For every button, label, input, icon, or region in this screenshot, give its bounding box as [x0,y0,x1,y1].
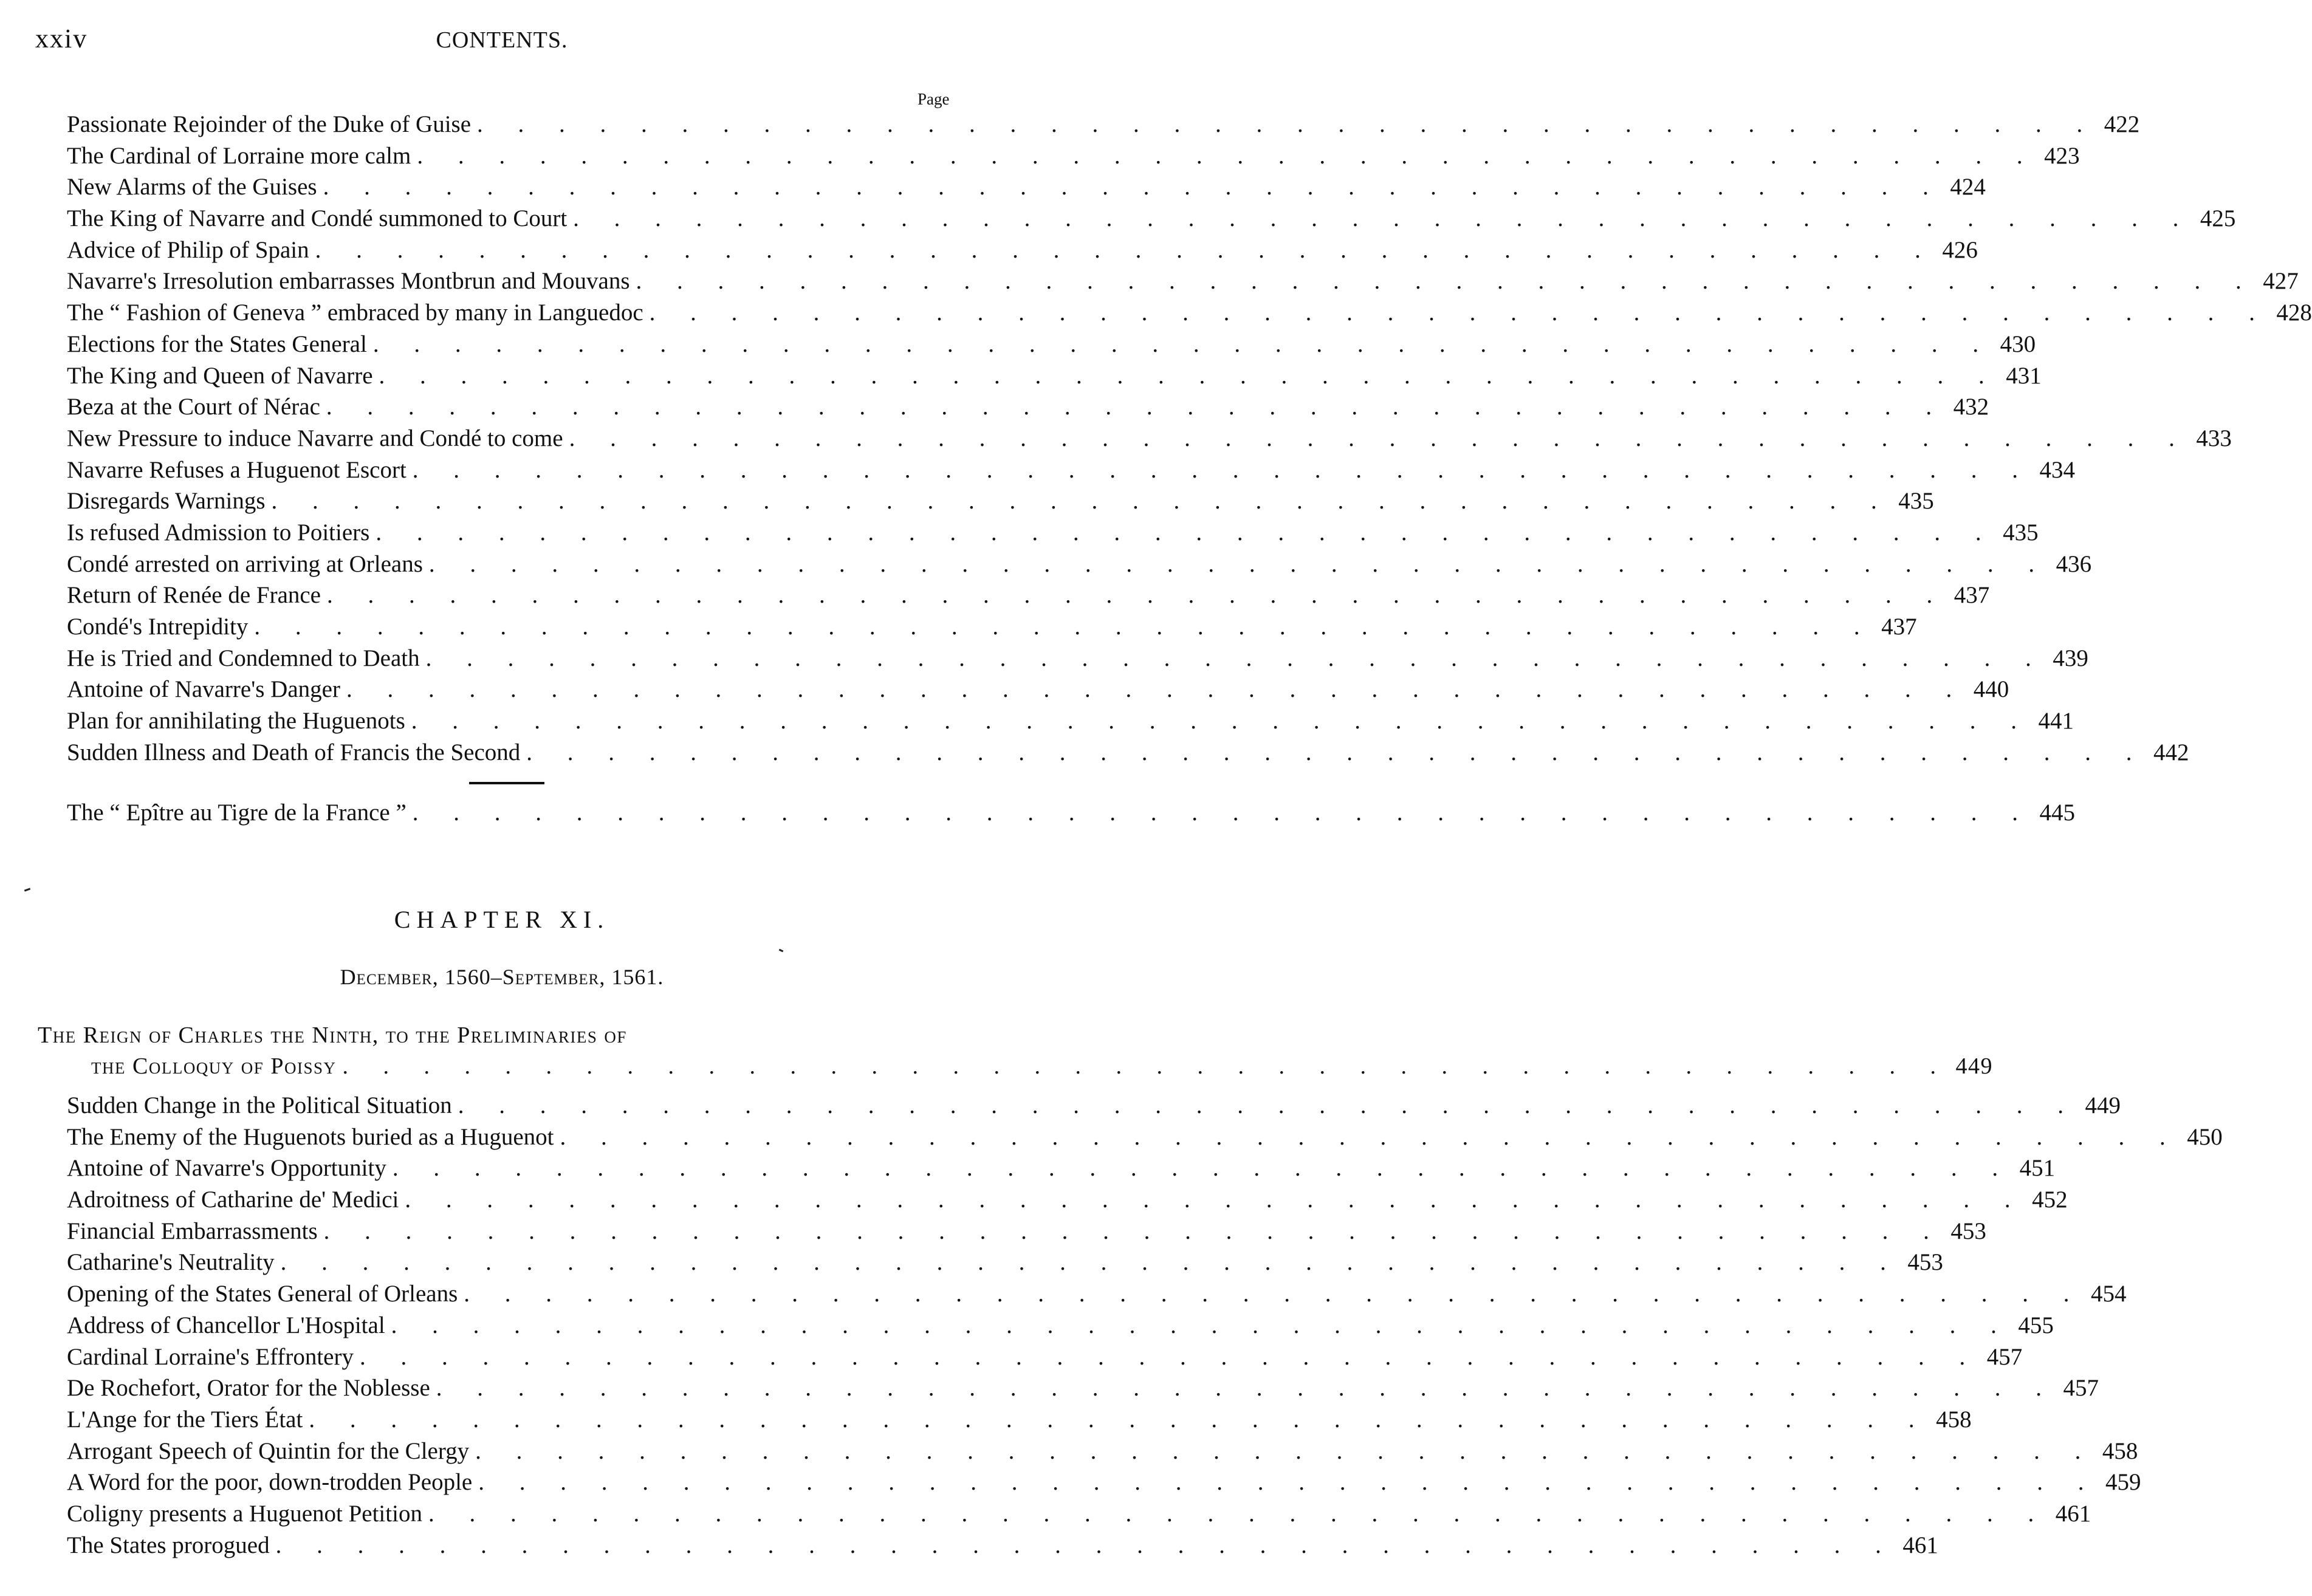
toc-entry-page: 457 [1986,1343,2023,1370]
toc-entry-page: 434 [2039,456,2076,483]
toc-entry [67,331,2036,362]
dot-leader: . . . . . . . . . . . . . . . . . . . . . . . . . . . . . . . . . . . . . . . . [636,268,2256,295]
toc-entry [67,362,2042,394]
toc-entry [67,299,2312,331]
dot-leader: . . . . . . . . . . . . . . . . . . . . . . . . . . . . . . . . . . . . . . . . [649,300,2269,326]
toc-entry-text: New Alarms of the Guises [67,174,317,200]
toc-entry-page: 437 [1954,582,1990,609]
toc-entry [67,425,2232,456]
dot-leader: . . . . . . . . . . . . . . . . . . . . . . . . . . . . . . . . . . . . . . . . [275,1532,1896,1558]
dot-leader: . . . . . . . . . . . . . . . . . . . . . . . . . . . . . . . . . . . . . . . . [346,676,1967,703]
toc-entry-page: 432 [1953,394,1989,420]
toc-entry [67,456,2076,488]
dot-leader: . . . . . . . . . . . . . . . . . . . . . . . . . . . . . . . . . . . . . . . . [560,1123,2180,1150]
toc-entry-text: Elections for the States General [67,331,367,357]
toc-entry-text: De Rochefort, Orator for the Noblesse [67,1375,430,1402]
toc-entry-page: 441 [2038,708,2074,735]
section-divider-rule [469,782,544,784]
toc-entry-page: 453 [1907,1249,1943,1276]
toc-entry-page: 458 [1936,1406,1972,1433]
section-title-text: the Colloquy of Poissy [91,1053,337,1079]
dot-leader: . . . . . . . . . . . . . . . . . . . . . . . . . . . . . . . . . . . . . . . . [326,394,1947,420]
toc-entry-page: 430 [2000,331,2036,357]
toc-entry-page: 424 [1950,174,1986,200]
toc-entry-text: Condé's Intrepidity [67,614,249,640]
dot-leader: . . . . . . . . . . . . . . . . . . . . . . . . . . . . . . . . . . . . . . . . [379,362,1999,389]
dot-leader: . . . . . . . . . . . . . . . . . . . . . . . . . . . . . . . . . . . . . . . . [412,456,2033,483]
dot-leader: . . . . . . . . . . . . . . . . . . . . . . . . . . . . . . . . . . . . . . . . [475,1437,2096,1464]
page-column-label: Page [918,90,950,108]
toc-entry-page: 450 [2187,1123,2223,1150]
dot-leader: . . . . . . . . . . . . . . . . . . . . . . . . . . . . . . . . . . . . . . . . [425,645,2046,671]
toc-entry-text: Return of Renée de France [67,582,321,609]
toc-entry-page: 431 [2006,362,2042,389]
toc-entry [67,1532,1938,1563]
toc-entry-page: 459 [2105,1469,2141,1496]
toc-entry-page: 425 [2200,205,2236,232]
toc-entry-page: 422 [2104,111,2140,137]
chapter-dates: December, 1560–September, 1561. [340,965,664,989]
toc-entry-text: Antoine of Navarre's Danger [67,676,340,703]
toc-entry-text: Navarre's Irresolution embarrasses Montbrun and Mouvans [67,268,630,295]
toc-list-appendix [67,799,2076,831]
toc-entry-text: The “ Fashion of Geneva ” embraced by many in Languedoc [67,300,643,326]
toc-entry-page: 458 [2102,1437,2138,1464]
dot-leader: . . . . . . . . . . . . . . . . . . . . . . . . . . . . . . . . . . . . . . . . [271,488,1892,515]
toc-entry-page: 426 [1942,236,1978,263]
dot-leader: . . . . . . . . . . . . . . . . . . . . . . . . . . . . . . . . . . . . . . . . [280,1249,1901,1276]
toc-entry-text: The States prorogued [67,1532,270,1558]
toc-entry [67,1154,2056,1186]
dot-leader: . . . . . . . . . . . . . . . . . . . . . . . . . . . . . . . . . . . . . . . . [405,1187,2025,1213]
toc-entry-page: 445 [2039,800,2076,826]
toc-entry-page: 435 [1898,488,1934,515]
toc-entry-page: 461 [1902,1532,1938,1558]
section-page: 449 [1955,1053,1993,1079]
toc-entry-page: 435 [2003,519,2039,546]
dot-leader: . . . . . . . . . . . . . . . . . . . . . . . . . . . . . . . . . . . . . . . . [573,205,2194,232]
toc-entry-page: 457 [2063,1375,2099,1402]
dot-leader: . . . . . . . . . . . . . . . . . . . . . . . . . . . . . . . . . . . . . . . . [436,1375,2057,1402]
toc-entry [67,205,2236,236]
dot-leader: . . . . . . . . . . . . . . . . . . . . . . . . . . . . . . . . . . . . . . . . [376,519,1996,546]
toc-entry [67,550,2092,582]
toc-entry-page: 453 [1950,1218,1986,1244]
toc-entry-text: The “ Epître au Tigre de la France ” [67,800,406,826]
toc-entry-page: 439 [2053,645,2088,671]
toc-list-chapter-x [67,111,2312,770]
toc-entry [67,581,1990,613]
toc-entry [67,1123,2223,1155]
toc-entry-text: Financial Embarrassments [67,1218,318,1244]
page-title: CONTENTS. [436,27,568,53]
toc-entry-text: Is refused Admission to Poitiers [67,519,370,546]
toc-entry-page: 454 [2091,1281,2127,1307]
dot-leader: . . . . . . . . . . . . . . . . . . . . . . . . . . . . . . . . . . . . . . . . [428,1500,2049,1527]
toc-entry-text: Opening of the States General of Orleans [67,1281,458,1307]
toc-entry-text: Sudden Change in the Political Situation [67,1092,452,1118]
page-numeral: xxiv [35,24,88,53]
dot-leader: . . . . . . . . . . . . . . . . . . . . . . . . . . . . . . . . . . . . . . . . [464,1281,2084,1307]
toc-entry [67,1312,2054,1343]
toc-entry-text: The Cardinal of Lorraine more calm [67,142,411,169]
toc-entry-page: 461 [2055,1500,2091,1527]
toc-entry-text: A Word for the poor, down-trodden People [67,1469,473,1496]
toc-entry [67,1280,2127,1312]
dot-leader: . . . . . . . . . . . . . . . . . . . . . . . . . . . . . . . . . . . . . . . . [477,111,2098,137]
toc-entry [67,1374,2099,1406]
toc-entry [67,645,2088,676]
dot-leader: . . . . . . . . . . . . . . . . . . . . . . . . . . . . . . . . . . . . . . . . [323,174,1943,200]
toc-entry [67,487,1934,519]
dot-leader: . . . . . . . . . . . . . . . . . . . . . . . . . . . . . . . . . . . . . . . . [391,1312,2011,1338]
toc-entry-text: Sudden Illness and Death of Francis the Second [67,739,521,765]
toc-entry [67,393,1989,425]
dot-leader: . . . . . . . . . . . . . . . . . . . . . . . . . . . . . . . . . . . . . . . . [417,142,2037,169]
dot-leader: . . . . . . . . . . . . . . . . . . . . . . . . . . . . . . . . . . . . . . . . [392,1155,2013,1182]
toc-entry-epitre [67,799,2076,831]
toc-entry [67,519,2039,550]
toc-entry-page: 455 [2018,1312,2054,1338]
toc-entry [67,142,2080,174]
toc-entry-page: 440 [1973,676,2009,703]
toc-entry-text: The King and Queen of Navarre [67,362,373,389]
toc-entry-page: 427 [2263,268,2299,295]
toc-entry [67,739,2189,770]
toc-entry-page: 436 [2056,550,2092,577]
dot-leader: . . . . . . . . . . . . . . . . . . . . . . . . . . . . . . . . . . . . . . . . [458,1092,2078,1118]
toc-entry-text: Beza at the Court of Nérac [67,394,320,420]
toc-entry-page: 437 [1881,614,1917,640]
dot-leader: . . . . . . . . . . . . . . . . . . . . . . . . . . . . . . . . . . . . . . . . [372,331,1994,357]
toc-entry-text: Cardinal Lorraine's Effrontery [67,1343,354,1370]
toc-entry [67,267,2299,299]
toc-entry-page: 433 [2196,425,2232,451]
print-speck [24,888,30,891]
toc-entry-text: New Pressure to induce Navarre and Condé to come [67,425,563,451]
toc-entry-text: Address of Chancellor L'Hospital [67,1312,385,1338]
toc-entry-text: Passionate Rejoinder of the Duke of Guise [67,111,472,137]
toc-entry-text: The Enemy of the Huguenots buried as a Huguenot [67,1123,554,1150]
toc-entry-page: 452 [2032,1187,2068,1213]
toc-entry-text: Navarre Refuses a Huguenot Escort [67,456,406,483]
toc-entry [67,676,2009,707]
section-title-line2 [91,1053,1993,1080]
toc-entry [67,1248,1943,1280]
toc-entry [67,1437,2138,1469]
dot-leader: . . . . . . . . . . . . . . . . . . . . . . . . . . . . . . . . . . . . . . . . [428,550,2050,577]
toc-entry-page: 423 [2044,142,2080,169]
toc-entry-page: 428 [2276,300,2312,326]
toc-entry-text: Plan for annihilating the Huguenots [67,708,405,735]
toc-entry [67,1500,2091,1532]
dot-leader: . . . . . . . . . . . . . . . . . . . . . . . . . . . . . . . . . . . . . . . . [254,614,1875,640]
toc-entry [67,613,1917,645]
toc-entry [67,173,1986,205]
toc-entry-text: He is Tried and Condemned to Death [67,645,420,671]
toc-entry-page: 451 [2019,1155,2056,1182]
dot-leader: . . . . . . . . . . . . . . . . . . . . . . . . . . . . . . . . . . . . . . . . [569,425,2189,451]
toc-entry-text: Adroitness of Catharine de' Medici [67,1187,399,1213]
toc-entry [67,1343,2023,1375]
dot-leader: . . . . . . . . . . . . . . . . . . . . . . . . . . . . . . . . . . . . . . . . [359,1343,1980,1370]
print-speck [779,949,784,953]
toc-entry-text: Catharine's Neutrality [67,1249,275,1276]
toc-list-chapter-xi [67,1092,2223,1563]
dot-leader: . . . . . . . . . . . . . . . . . . . . . . . . . . . . . . . . . . . . . . . . [526,739,2147,765]
toc-entry [67,1186,2068,1218]
toc-entry [67,707,2074,739]
toc-entry-text: Arrogant Speech of Quintin for the Clergy [67,1437,470,1464]
toc-entry-text: Condé arrested on arriving at Orleans [67,550,423,577]
dot-leader: . . . . . . . . . . . . . . . . . . . . . . . . . . . . . . . . . . . . . . . . [342,1053,1950,1079]
toc-entry [67,111,2140,142]
toc-entry [67,1218,1986,1249]
chapter-heading: CHAPTER XI. [394,906,610,933]
toc-entry-text: Coligny presents a Huguenot Petition [67,1500,422,1527]
toc-entry [67,1468,2141,1500]
dot-leader: . . . . . . . . . . . . . . . . . . . . . . . . . . . . . . . . . . . . . . . . [478,1469,2099,1496]
toc-entry-page: 442 [2153,739,2189,765]
toc-entry-text: Antoine of Navarre's Opportunity [67,1155,386,1182]
dot-leader: . . . . . . . . . . . . . . . . . . . . . . . . . . . . . . . . . . . . . . . . [315,236,1935,263]
dot-leader: . . . . . . . . . . . . . . . . . . . . . . . . . . . . . . . . . . . . . . . . [327,582,1947,609]
dot-leader: . . . . . . . . . . . . . . . . . . . . . . . . . . . . . . . . . . . . . . . . [309,1406,1929,1433]
toc-entry [67,1406,1972,1437]
section-title-line1: The Reign of Charles the Ninth, to the Preliminaries of [38,1022,627,1048]
toc-entry-text: Advice of Philip of Spain [67,236,309,263]
toc-entry [67,236,1978,268]
dot-leader: . . . . . . . . . . . . . . . . . . . . . . . . . . . . . . . . . . . . . . . . [411,708,2031,735]
toc-entry [67,1092,2121,1123]
toc-entry-text: The King of Navarre and Condé summoned to Court [67,205,568,232]
toc-entry-text: Disregards Warnings [67,488,266,515]
dot-leader: . . . . . . . . . . . . . . . . . . . . . . . . . . . . . . . . . . . . . . . . [412,800,2033,826]
toc-entry-text: L'Ange for the Tiers État [67,1406,303,1433]
toc-entry-page: 449 [2085,1092,2121,1118]
dot-leader: . . . . . . . . . . . . . . . . . . . . . . . . . . . . . . . . . . . . . . . . [323,1218,1944,1244]
